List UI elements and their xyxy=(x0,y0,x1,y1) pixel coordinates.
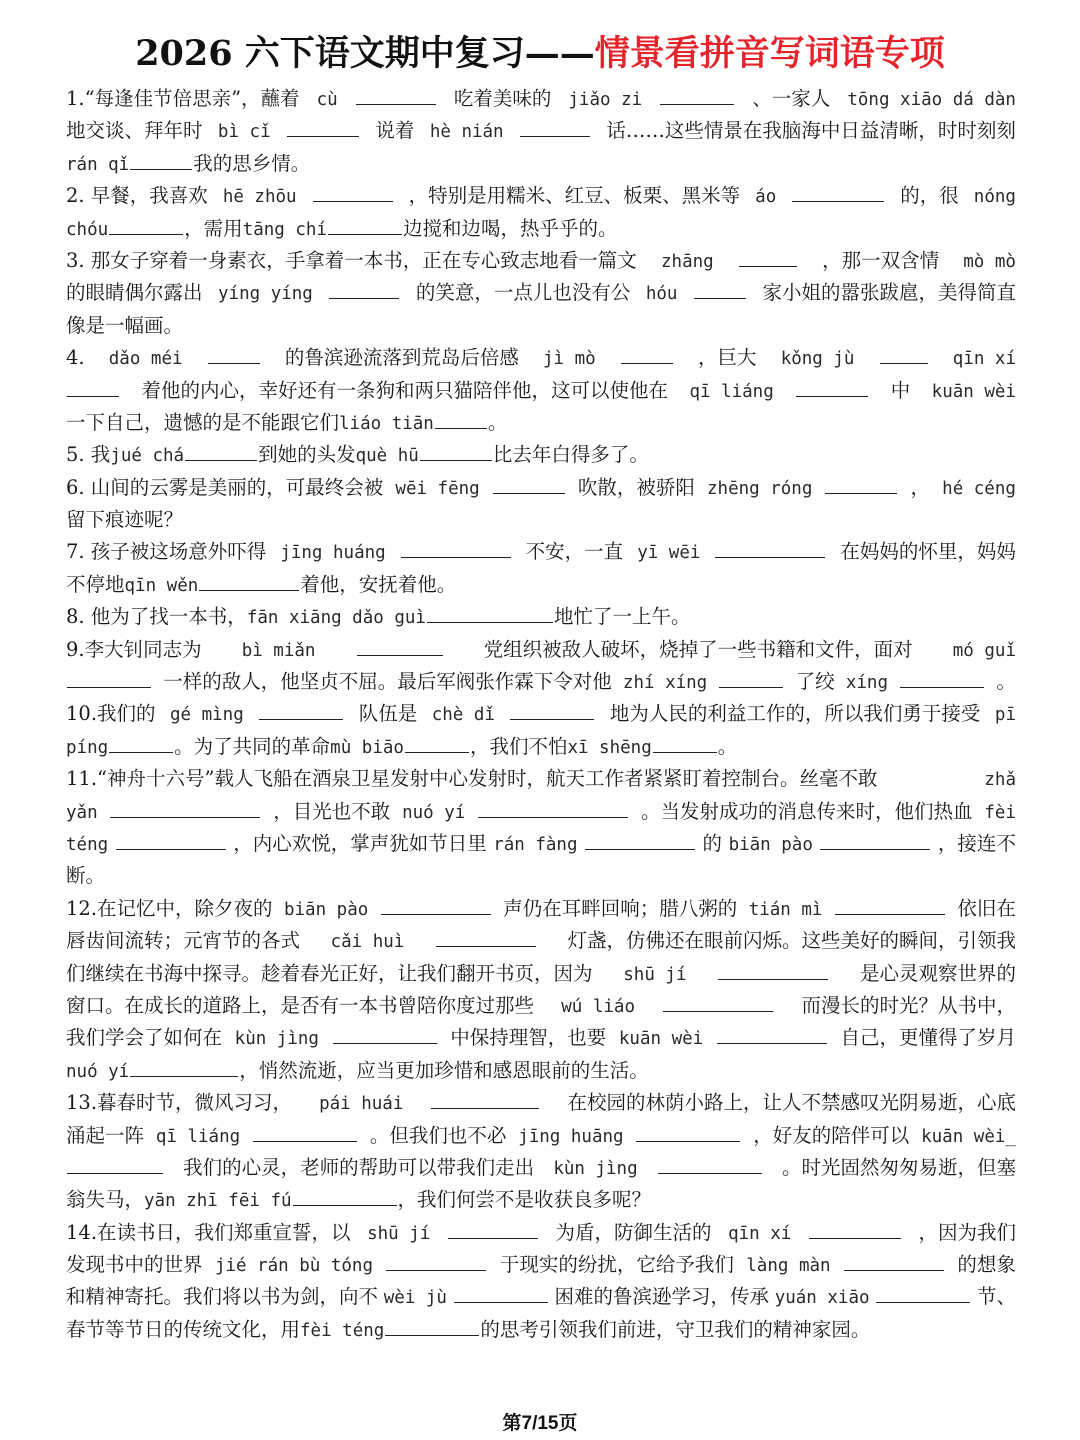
answer-blank[interactable] xyxy=(844,1269,944,1271)
pinyin-prompt: liáo tiān xyxy=(339,413,434,434)
pinyin-prompt: nuó yí xyxy=(66,1061,130,1082)
answer-blank[interactable] xyxy=(820,848,930,850)
sentence-text: 依旧在 xyxy=(957,896,1016,920)
pinyin-prompt: nuó yí xyxy=(402,802,466,823)
answer-blank[interactable] xyxy=(356,103,436,105)
sentence-text: 家小姐的嚣张跋扈，美得简直 xyxy=(762,281,1016,305)
pinyin-prompt: pái huái xyxy=(319,1094,404,1115)
sentence-text: 地为人民的利益工作的，所以我们勇于接受 xyxy=(609,702,981,726)
sentence-text: ，需用 xyxy=(184,216,243,240)
sentence-text: 10.我们的 xyxy=(66,702,156,726)
sentence-text: 在校园的林荫小路上，让人不禁感叹光阴易逝，心底 xyxy=(567,1091,1016,1115)
answer-blank[interactable] xyxy=(116,848,226,850)
answer-blank[interactable] xyxy=(110,816,260,818)
text-line xyxy=(66,1055,1016,1087)
answer-blank[interactable] xyxy=(663,1010,773,1012)
sentence-text: ，我们不怕 xyxy=(469,734,568,758)
answer-blank[interactable] xyxy=(876,1301,970,1303)
pinyin-prompt: kǒng jù xyxy=(780,349,855,370)
pinyin-prompt: kuān wèi xyxy=(618,1029,704,1050)
sentence-text: 我的思乡情。 xyxy=(193,151,311,175)
sentence-text: ，好友的陪伴可以 xyxy=(753,1123,910,1147)
text-line xyxy=(66,1217,1016,1249)
sentence-text: 。 xyxy=(717,734,738,758)
answer-blank[interactable] xyxy=(199,589,299,591)
title-black-part: 2026 六下语文期中复习—— xyxy=(135,33,595,74)
sentence-text: 7. 孩子被这场意外吓得 xyxy=(66,540,267,564)
sentence-text: 的鲁滨逊流落到荒岛后倍感 xyxy=(284,346,519,370)
sentence-text: 地交谈、拜年时 xyxy=(66,119,203,143)
pinyin-prompt: wēi fēng xyxy=(395,478,480,499)
text-line xyxy=(66,958,1016,990)
pinyin-prompt: tāng chí xyxy=(242,219,327,240)
answer-blank[interactable] xyxy=(436,945,536,947)
text-line xyxy=(66,1087,1016,1119)
answer-blank[interactable] xyxy=(825,492,897,494)
sentence-text: 5. 我 xyxy=(66,443,111,467)
sentence-text: 。当发射成功的消息传来时，他们热血 xyxy=(640,799,973,823)
pinyin-prompt: cù xyxy=(316,90,338,110)
pinyin-prompt: zhāng xyxy=(661,251,714,272)
sentence-text: 9.李大钊同志为 xyxy=(66,637,202,661)
pinyin-prompt: bì cǐ xyxy=(217,122,271,143)
pinyin-prompt: hóu xyxy=(645,284,678,305)
pinyin-prompt: rán fàng xyxy=(493,834,578,855)
sentence-text: 12.在记忆中，除夕夜的 xyxy=(66,896,273,920)
pinyin-prompt: zhí xíng xyxy=(622,673,708,694)
text-line xyxy=(66,601,1016,633)
sentence-text: 11.“神舟十六号”载人飞船在酒泉卫星发射中心发射时，航天工作者紧紧盯着控制台。丝毫不敢 xyxy=(66,767,878,791)
sentence-text: 1.“每逢佳节倍思亲”，蘸着 xyxy=(66,87,300,110)
text-line xyxy=(66,213,1016,245)
pinyin-prompt: téng xyxy=(66,834,109,855)
sentence-text: 6. 山间的云雾是美丽的，可最终会被 xyxy=(66,475,384,499)
answer-blank[interactable] xyxy=(381,913,491,915)
answer-blank[interactable] xyxy=(792,200,884,202)
pinyin-prompt: jì mò xyxy=(543,349,596,370)
sentence-text: 边搅和边喝，热乎乎的。 xyxy=(402,216,618,240)
exercise-body xyxy=(66,83,1016,1346)
sentence-text: 不安，一直 xyxy=(525,540,624,564)
answer-blank[interactable] xyxy=(478,816,628,818)
answer-blank[interactable] xyxy=(287,135,359,137)
answer-blank[interactable] xyxy=(585,848,695,850)
answer-blank[interactable] xyxy=(719,686,783,688)
text-line xyxy=(66,83,1016,115)
pinyin-prompt: zhēng róng xyxy=(707,478,813,499)
text-line xyxy=(66,1184,1016,1216)
answer-blank[interactable] xyxy=(715,556,825,558)
pinyin-prompt: cǎi huì xyxy=(330,932,405,953)
sentence-text: 于现实的纷扰，它给予我们 xyxy=(499,1253,734,1277)
sentence-text: 中 xyxy=(890,378,911,402)
sentence-text: 我们的心灵，老师的帮助可以带我们走出 xyxy=(183,1155,535,1179)
sentence-text: 和精神寄托。我们将以书为剑，向不 xyxy=(66,1285,379,1309)
answer-blank[interactable] xyxy=(694,297,746,299)
sentence-text: 地忙了一上午。 xyxy=(553,605,691,629)
sentence-text: 自己，更懂得了岁月 xyxy=(840,1026,1016,1050)
text-line xyxy=(66,796,1016,828)
text-line xyxy=(66,731,1016,763)
pinyin-prompt: mò mò xyxy=(963,251,1016,272)
text-line xyxy=(66,472,1016,504)
sentence-text: 4. xyxy=(66,346,85,370)
sentence-text: 、一家人 xyxy=(752,87,831,110)
text-line xyxy=(66,1249,1016,1281)
sentence-text: 到她的头发 xyxy=(258,443,356,467)
pinyin-prompt: nóng xyxy=(973,187,1016,208)
text-line xyxy=(66,536,1016,568)
pinyin-prompt: qīn xí xyxy=(728,1223,792,1244)
pinyin-prompt: qīn xí xyxy=(952,349,1016,370)
pinyin-prompt: rán qǐ xyxy=(66,154,130,175)
sentence-text: 我们学会了如何在 xyxy=(66,1026,223,1050)
pinyin-prompt: yíng yíng xyxy=(218,284,313,305)
pinyin-prompt: pī xyxy=(994,705,1016,726)
text-line xyxy=(66,828,1016,860)
pinyin-prompt: què hū xyxy=(355,446,419,467)
answer-blank[interactable] xyxy=(333,1042,437,1044)
sentence-text: ，目光也不敢 xyxy=(273,799,391,823)
answer-blank[interactable] xyxy=(717,1042,827,1044)
sentence-text: 队伍是 xyxy=(358,702,418,726)
pinyin-prompt: kùn jìng xyxy=(553,1158,638,1179)
pinyin-prompt: fèi téng xyxy=(300,1320,385,1341)
text-line xyxy=(66,763,1016,795)
text-line xyxy=(66,698,1016,730)
answer-blank[interactable] xyxy=(109,233,183,235)
sentence-text: 的眼睛偶尔露出 xyxy=(66,281,203,305)
answer-blank[interactable] xyxy=(658,1172,762,1174)
pinyin-prompt: yān zhī fēi fú xyxy=(144,1191,292,1212)
pinyin-prompt: jīng huáng xyxy=(280,543,386,564)
answer-blank[interactable] xyxy=(253,1140,357,1142)
answer-blank[interactable] xyxy=(385,1334,479,1336)
sentence-text: 的 xyxy=(702,831,723,855)
text-line xyxy=(66,569,1016,601)
answer-blank[interactable] xyxy=(660,103,734,105)
sentence-text: 中保持理智，也要 xyxy=(450,1026,607,1050)
answer-blank[interactable] xyxy=(329,297,399,299)
sentence-text: ，内心欢悦，掌声犹如节日里 xyxy=(233,831,487,855)
answer-blank[interactable] xyxy=(427,621,553,623)
text-line xyxy=(66,342,1016,374)
sentence-text: 们继续在书海中探寻。趁着春光正好，让我们翻开书页，因为 xyxy=(66,961,593,985)
sentence-text: 8. 他为了找一本书， xyxy=(66,605,247,629)
sentence-text: ， xyxy=(910,475,931,499)
sentence-text: 灯盏，仿佛还在眼前闪烁。这些美好的瞬间，引领我 xyxy=(567,929,1016,953)
sentence-text: 窗口。在成长的道路上，是否有一本书曾陪你度过那些 xyxy=(66,993,535,1017)
answer-blank[interactable] xyxy=(835,913,945,915)
answer-blank[interactable] xyxy=(401,556,511,558)
answer-blank[interactable] xyxy=(718,978,828,980)
pinyin-prompt: shū jí xyxy=(623,964,687,985)
pinyin-prompt: yǎn xyxy=(66,802,98,823)
pinyin-prompt: jiǎo zi xyxy=(568,90,643,110)
text-line xyxy=(66,375,1016,407)
pinyin-prompt: mó guǐ xyxy=(952,640,1016,661)
text-line xyxy=(66,245,1016,277)
answer-blank[interactable] xyxy=(130,1075,238,1077)
pinyin-prompt: bì miǎn xyxy=(241,640,316,661)
sentence-text: 3. 那女子穿着一身素衣，手拿着一本书，正在专心致志地看一篇文 xyxy=(66,248,637,272)
answer-blank[interactable] xyxy=(621,362,673,364)
answer-blank[interactable] xyxy=(208,362,260,364)
text-line xyxy=(66,666,1016,698)
pinyin-prompt: wú liáo xyxy=(561,996,636,1017)
sentence-text: ，我们何尝不是收获良多呢？ xyxy=(397,1188,652,1212)
pinyin-prompt: áo xyxy=(755,187,777,208)
answer-blank[interactable] xyxy=(328,233,402,235)
sentence-text: 说着 xyxy=(375,119,415,143)
pinyin-prompt: qī liáng xyxy=(155,1126,241,1147)
answer-blank[interactable] xyxy=(435,427,487,429)
pinyin-prompt: shū jí xyxy=(367,1223,431,1244)
sentence-text: ，因为我们 xyxy=(918,1220,1016,1244)
sentence-text: 2. 早餐，我喜欢 xyxy=(66,184,208,208)
pinyin-prompt: xíng xyxy=(845,673,888,694)
pinyin-prompt: hē zhōu xyxy=(222,187,297,208)
answer-blank[interactable] xyxy=(313,200,393,202)
sentence-text: 节、 xyxy=(976,1285,1016,1309)
pinyin-prompt: hè nián xyxy=(429,122,504,143)
text-line xyxy=(66,115,1016,147)
answer-blank[interactable] xyxy=(386,1269,486,1271)
sentence-text: 。但我们也不必 xyxy=(369,1123,507,1147)
text-line xyxy=(66,1120,1016,1152)
sentence-text: 声仍在耳畔回响；腊八粥的 xyxy=(503,896,738,920)
sentence-text: 的思考引领我们前进，守卫我们的精神家园。 xyxy=(480,1317,871,1341)
pinyin-prompt: mù biāo xyxy=(330,737,404,758)
sentence-text: 不停地 xyxy=(66,572,125,596)
sentence-text: 的想象 xyxy=(957,1253,1016,1277)
answer-blank[interactable] xyxy=(900,686,984,688)
pinyin-prompt: dǎo méi xyxy=(108,349,183,370)
pinyin-prompt: fān xiāng dǎo guì xyxy=(246,608,426,629)
sentence-text: 。 xyxy=(487,410,508,434)
pinyin-prompt: yuán xiāo xyxy=(774,1288,870,1309)
sentence-text: 翁失马， xyxy=(66,1188,145,1212)
pinyin-prompt: píng xyxy=(66,737,109,758)
sentence-text: 的，很 xyxy=(900,184,959,208)
sentence-text: ，特别是用糯米、红豆、板栗、黑米等 xyxy=(408,184,741,208)
pinyin-prompt: qīn wěn xyxy=(124,575,199,596)
sentence-text: 发现书中的世界 xyxy=(66,1253,203,1277)
sentence-text: 了绞 xyxy=(795,670,835,694)
answer-blank[interactable] xyxy=(67,395,119,397)
answer-blank[interactable] xyxy=(809,1237,901,1239)
answer-blank[interactable] xyxy=(448,1237,538,1239)
sentence-text: 的笑意，一点儿也没有公 xyxy=(415,281,631,305)
text-line xyxy=(66,925,1016,957)
pinyin-prompt: tián mì xyxy=(748,899,823,920)
title-red-part: 情景看拼音写词语专项 xyxy=(594,33,945,74)
answer-blank[interactable] xyxy=(510,718,594,720)
answer-blank[interactable] xyxy=(796,395,868,397)
sentence-text: 13.暮春时节，微风习习， xyxy=(66,1091,293,1115)
sentence-text: 着他，安抚着他。 xyxy=(300,572,457,596)
sentence-text: 党组织被敌人破坏，烧掉了一些书籍和文件，面对 xyxy=(483,637,913,661)
sentence-text: 春节等节日的传统文化，用 xyxy=(66,1317,301,1341)
pinyin-prompt: gé mìng xyxy=(170,705,244,726)
answer-blank[interactable] xyxy=(420,459,492,461)
answer-blank[interactable] xyxy=(293,1204,397,1206)
answer-blank[interactable] xyxy=(259,718,343,720)
sentence-text: 像是一幅画。 xyxy=(66,313,184,337)
pinyin-prompt: jué chá xyxy=(110,446,185,467)
pinyin-prompt: kùn jìng xyxy=(234,1029,319,1050)
text-line xyxy=(66,1022,1016,1054)
answer-blank[interactable] xyxy=(67,1172,163,1174)
pinyin-prompt: yī wēi xyxy=(637,543,701,564)
sentence-text: 。时光固然匆匆易逝，但塞 xyxy=(781,1155,1016,1179)
answer-blank[interactable] xyxy=(653,751,717,753)
sentence-text: 。为了共同的革命 xyxy=(174,734,331,758)
pinyin-prompt: fèi xyxy=(984,802,1016,823)
sentence-text: 是心灵观察世界的 xyxy=(859,961,1016,985)
answer-blank[interactable] xyxy=(739,265,797,267)
answer-blank[interactable] xyxy=(109,751,173,753)
text-line xyxy=(66,990,1016,1022)
answer-blank[interactable] xyxy=(130,168,192,170)
sentence-text: 话……这些情景在我脑海中日益清晰，时时刻刻 xyxy=(606,119,1016,143)
text-line xyxy=(66,860,1016,892)
answer-blank[interactable] xyxy=(405,751,469,753)
pinyin-prompt: jīng huāng xyxy=(518,1126,624,1147)
pinyin-prompt: xī shēng xyxy=(567,737,652,758)
pinyin-prompt: tōng xiāo dá dàn xyxy=(847,90,1016,110)
page-number: 第7/15页 xyxy=(502,1413,578,1434)
sentence-text: 为盾，防御生活的 xyxy=(555,1220,712,1244)
sentence-text: ，巨大 xyxy=(698,346,757,370)
pinyin-prompt: kuān wèi_ xyxy=(921,1126,1016,1147)
sentence-text: ，悄然流逝，应当更加珍惜和感恩眼前的生活。 xyxy=(239,1058,649,1082)
pinyin-prompt: biān pào xyxy=(728,834,813,855)
pinyin-prompt: zhǎ xyxy=(984,770,1016,791)
answer-blank[interactable] xyxy=(880,362,928,364)
text-line xyxy=(66,439,1016,471)
page-title xyxy=(0,26,1080,76)
sentence-text: 着他的内心，幸好还有一条狗和两只猫陪伴他，这可以使他在 xyxy=(141,378,668,402)
text-line xyxy=(66,148,1016,180)
sentence-text: 而漫长的时光？从书中， xyxy=(801,993,1016,1017)
text-line xyxy=(66,1281,1016,1313)
sentence-text: 唇齿间流转；元宵节的各式 xyxy=(66,929,301,953)
text-line xyxy=(66,1152,1016,1184)
sentence-text: 困难的鲁滨逊学习，传承 xyxy=(554,1285,769,1309)
text-line xyxy=(66,504,1016,536)
text-line xyxy=(66,310,1016,342)
sentence-text: 吃着美味的 xyxy=(453,87,552,110)
sentence-text: 一样的敌人，他坚贞不屈。最后军阀张作霖下令对他 xyxy=(163,670,612,694)
sentence-text: 在妈妈的怀里，妈妈 xyxy=(840,540,1016,564)
sentence-text: 比去年白得多了。 xyxy=(492,443,649,467)
answer-blank[interactable] xyxy=(431,1107,539,1109)
answer-blank[interactable] xyxy=(636,1140,740,1142)
pinyin-prompt: hé céng xyxy=(942,478,1016,499)
answer-blank[interactable] xyxy=(454,1301,548,1303)
sentence-text: 。 xyxy=(996,670,1016,694)
pinyin-prompt: chè dǐ xyxy=(431,705,495,726)
answer-blank[interactable] xyxy=(357,654,443,656)
sentence-text: 留下痕迹呢？ xyxy=(66,508,184,532)
pinyin-prompt: jié rán bù tóng xyxy=(214,1256,373,1277)
sentence-text: 吹散，被骄阳 xyxy=(577,475,695,499)
answer-blank[interactable] xyxy=(520,135,590,137)
pinyin-prompt: qī liáng xyxy=(689,381,774,402)
answer-blank[interactable] xyxy=(493,492,565,494)
sentence-text: 涌起一阵 xyxy=(66,1123,145,1147)
pinyin-prompt: wèi jù xyxy=(383,1288,447,1309)
sentence-text: 14.在读书日，我们郑重宣誓，以 xyxy=(66,1220,351,1244)
sentence-text: ，那一双含情 xyxy=(822,248,940,272)
text-line xyxy=(66,1314,1016,1346)
pinyin-prompt: chóu xyxy=(66,219,109,240)
text-line xyxy=(66,180,1016,212)
text-line xyxy=(66,893,1016,925)
text-line xyxy=(66,277,1016,309)
text-line xyxy=(66,634,1016,666)
answer-blank[interactable] xyxy=(185,459,257,461)
answer-blank[interactable] xyxy=(67,686,151,688)
sentence-text: 断。 xyxy=(66,864,106,888)
pinyin-prompt: kuān wèi xyxy=(931,381,1016,402)
text-line xyxy=(66,407,1016,439)
pinyin-prompt: biān pào xyxy=(283,899,369,920)
sentence-text: 一下自己，遗憾的是不能跟它们 xyxy=(66,410,340,434)
pinyin-prompt: làng màn xyxy=(746,1256,831,1277)
sentence-text: ，接连不 xyxy=(937,831,1016,855)
